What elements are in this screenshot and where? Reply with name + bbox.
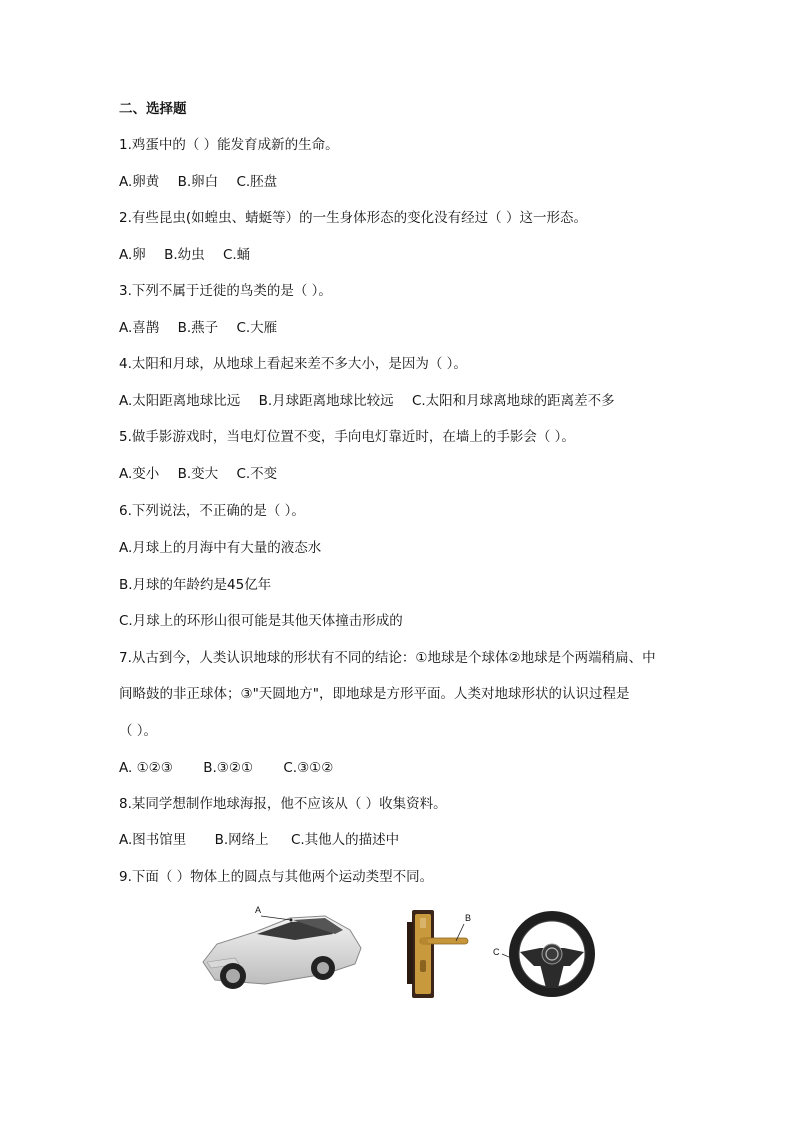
figure-label-a: A: [255, 905, 262, 915]
option-c: C.其他人的描述中: [290, 832, 400, 848]
figure-label-b: B: [465, 913, 472, 923]
option-c: C.蛹: [222, 247, 251, 263]
figure-label-c: C: [493, 947, 500, 957]
option-c: C.太阳和月球离地球的距离差不多: [411, 393, 615, 409]
question-3-options: [119, 319, 291, 337]
option-c: C.③①②: [283, 760, 334, 776]
question-6-option-a: A.月球上的月海中有大量的液态水: [119, 540, 322, 556]
question-4-stem: 4.太阳和月球，从地球上看起来差不多大小，是因为（ ）。: [119, 356, 467, 372]
option-b: B.网络上: [214, 832, 269, 848]
option-b: B.卵白: [177, 174, 219, 190]
option-b: B.燕子: [177, 320, 219, 336]
question-3-stem: 3.下列不属于迁徙的鸟类的是（ ）。: [119, 283, 332, 299]
option-a: A.太阳距离地球比远: [119, 393, 241, 409]
option-a: A. ①②③: [119, 760, 173, 776]
question-7-stem-line-3: （ ）。: [119, 723, 158, 739]
section-title: 二、选择题: [119, 101, 187, 117]
option-c: C.胚盘: [236, 174, 278, 190]
sports-car-image: [195, 900, 365, 1000]
question-5-stem: 5.做手影游戏时，当电灯位置不变，手向电灯靠近时，在墙上的手影会（ ）。: [119, 429, 575, 445]
question-7-options: [119, 759, 347, 777]
option-b: B.幼虫: [164, 247, 205, 263]
option-a: A.图书馆里: [119, 832, 187, 848]
option-a: A.喜鹊: [119, 320, 160, 336]
option-b: B.月球距离地球比较远: [258, 393, 394, 409]
question-8-options: [119, 831, 413, 849]
option-b: B.③②①: [203, 760, 254, 776]
question-2-stem: 2.有些昆虫(如蝗虫、蜻蜓等）的一生身体形态的变化没有经过（ ）这一形态。: [119, 210, 587, 226]
option-a: A.卵: [119, 247, 146, 263]
question-1-options: [119, 173, 291, 191]
question-6-option-b: B.月球的年龄约是45亿年: [119, 577, 272, 593]
steering-wheel-image: [490, 908, 595, 1000]
question-1-stem: 1.鸡蛋中的（ ）能发育成新的生命。: [119, 137, 339, 153]
question-7-stem-line-1: 7.从古到今，人类认识地球的形状有不同的结论：①地球是个球体②地球是个两端稍扁、中: [119, 650, 656, 666]
option-c: C.不变: [236, 466, 278, 482]
question-6-option-c: C.月球上的环形山很可能是其他天体撞击形成的: [119, 613, 403, 629]
question-8-stem: 8.某同学想制作地球海报，他不应该从（ ）收集资料。: [119, 796, 447, 812]
question-4-options: [119, 392, 629, 410]
question-2-options: [119, 246, 264, 264]
question-7-stem-line-2: 间略鼓的非正球体；③"天圆地方"，即地球是方形平面。人类对地球形状的认识过程是: [119, 686, 630, 702]
question-9-stem: 9.下面（ ）物体上的圆点与其他两个运动类型不同。: [119, 869, 434, 885]
option-c: C.大雁: [236, 320, 278, 336]
option-b: B.变大: [177, 466, 219, 482]
option-a: A.变小: [119, 466, 160, 482]
question-5-options: [119, 465, 291, 483]
option-a: A.卵黄: [119, 174, 160, 190]
question-6-stem: 6.下列说法，不正确的是（ ）。: [119, 503, 305, 519]
